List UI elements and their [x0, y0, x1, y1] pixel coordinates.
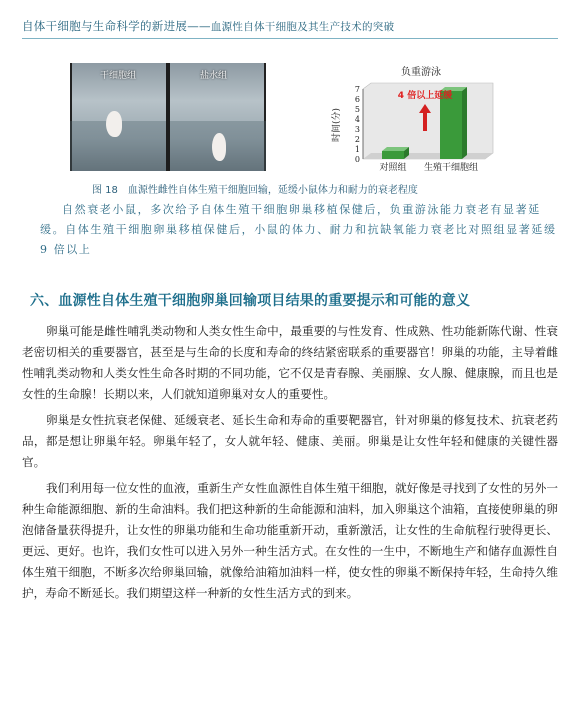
mouse-swim-photo: [70, 63, 266, 171]
chart-annotation: 4 倍以上延缓: [397, 91, 453, 101]
mouse-stem-cell: [106, 111, 122, 137]
y-tick-label: 0: [354, 155, 360, 164]
y-tick-label: 2: [354, 135, 360, 144]
figure-caption: [92, 181, 532, 196]
header-subtitle: 血源性自体干细胞及其生产技术的突破: [210, 21, 395, 33]
paragraph-3: 我们利用每一位女性的血液，重新生产女性血源性自体生殖干细胞，就好像是寻找到了女性的另外一种生命能源细胞、新的生命油料。我们把这种新的生命能源和油料，加入卵巢这个油箱，直接使卵巢的卵泡储备量获得提升，让女性的卵巢功能和生命功能重新开动，重新激活，让女性的生命航程行驶得更长、更远、更好。也许，我们女性可以进入另外一种生活方式。在女性的一生中，不断地生产和储存血源性自体生殖干细胞，不断多次给卵巢回输，就像给油箱加油料一样，使女性的卵巢不断保持年轻，生命持久维护，寿命不断延长。我们期望这样一种新的女性生活方式的到来。: [22, 481, 558, 600]
header-title: 自体干细胞与生命科学的新进展: [22, 19, 188, 33]
x-tick-label: 生殖干细胞组: [423, 163, 479, 173]
figure-note: 自然衰老小鼠，多次给予自体生殖干细胞卵巢移植保健后，负重游泳能力衰老有显著延缓。自体生殖干细胞卵巢移植保健后，小鼠的体力、耐力和抗缺氧能力衰老比对照组显著延缓 9 倍以上: [40, 203, 557, 256]
body-text: [22, 321, 558, 609]
header-dash: ——: [187, 19, 211, 33]
bar-side-1: [462, 87, 467, 159]
figure-number: 图 18: [92, 185, 118, 196]
running-header: [22, 18, 562, 34]
header-rule: [22, 38, 558, 39]
tank-divider: [166, 63, 170, 171]
y-tick-label: 5: [354, 105, 360, 114]
y-tick-label: 7: [354, 85, 360, 94]
chart-svg: [325, 63, 525, 179]
y-tick-label: 3: [354, 125, 360, 134]
figure-caption-text: 血源性雌性自体生殖干细胞回输，延缓小鼠体力和耐力的衰老程度: [127, 185, 418, 196]
swim-bar-chart: [325, 63, 525, 179]
paragraph-1: 卵巢可能是雌性哺乳类动物和人类女性生命中，最重要的与性发育、性成熟、性功能新陈代谢、性衰老密切相关的重要器官，甚至是与生命的长度和寿命的终结紧密联系的重要器官！卵巢的功能，主导着雌性哺乳类动物和人类女性生命各时期的不同功能，它不仅是青春腺、美丽腺、女人腺、健康腺，而且也是女性的生命腺！长期以来，人们就知道卵巢对女人的重要性。: [22, 324, 558, 401]
photo-label-stem-cell: 干细胞组: [100, 71, 137, 81]
chart-title: 负重游泳: [401, 67, 441, 78]
y-tick-label: 6: [354, 95, 360, 104]
y-tick-label: 4: [354, 115, 360, 124]
mouse-saline: [212, 133, 226, 161]
paragraph-2: 卵巢是女性抗衰老保健、延缓衰老、延长生命和寿命的重要靶器官，针对卵巢的修复技术、抗衰老药品，都是想让卵巢年轻。卵巢年轻了，女人就年轻、健康、美丽。卵巢是让女性年轻和健康的关键性器官。: [22, 413, 558, 469]
x-tick-label: 对照组: [379, 163, 407, 173]
section-heading: 六、血源性自体生殖干细胞卵巢回输项目结果的重要提示和可能的意义: [30, 293, 471, 309]
bar-0: [382, 151, 404, 159]
y-tick-label: 1: [354, 145, 360, 154]
y-axis-label: 时间(分): [332, 107, 342, 143]
photo-label-saline: 盐水组: [200, 71, 228, 81]
bar-1: [440, 91, 462, 159]
